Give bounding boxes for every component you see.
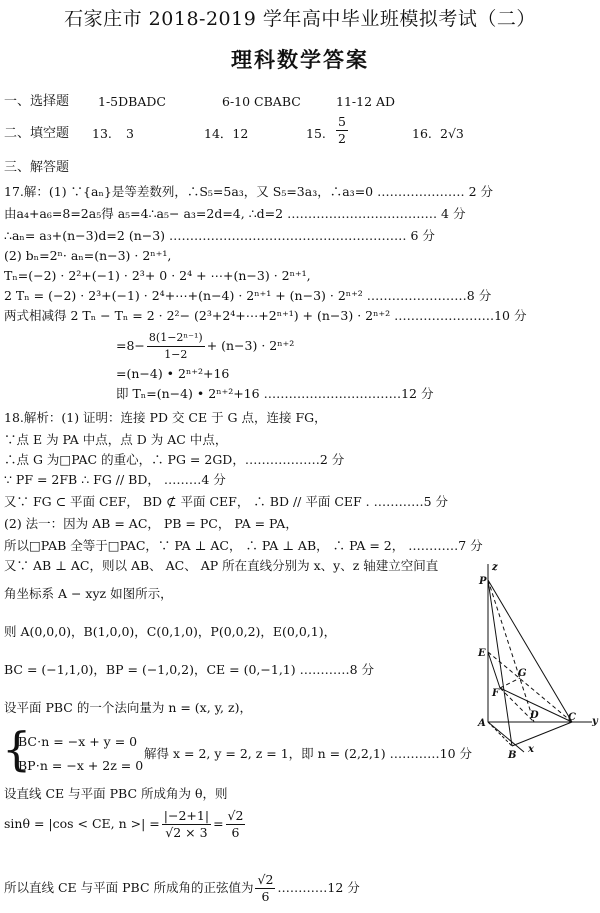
final-answer bbox=[4, 872, 360, 905]
p18-line: (2) 法一：因为 AB = AC， PB = PC， PA = PA， bbox=[4, 516, 298, 531]
answers-6-10: 6-10 CBABC bbox=[222, 94, 301, 109]
final-post: …………12 分 bbox=[277, 880, 360, 895]
sin-equation bbox=[4, 808, 247, 841]
p18-line: 则 A(0,0,0)，B(1,0,0)，C(0,1,0)，P(0,0,2)，E(0,0,1)， bbox=[4, 624, 337, 639]
sin-den-2: 6 bbox=[231, 825, 240, 840]
q15-label: 15. bbox=[306, 126, 326, 141]
segment-fd bbox=[500, 688, 534, 722]
label-e: E bbox=[478, 648, 486, 659]
section-fill-label: 二、填空题 bbox=[4, 126, 70, 141]
answers-1-5: 1-5DBADC bbox=[98, 94, 166, 109]
section-solve-label: 三、解答题 bbox=[4, 160, 70, 175]
q15-den: 2 bbox=[338, 131, 346, 146]
eq1-den: 1−2 bbox=[164, 348, 188, 361]
label-g: G bbox=[518, 668, 527, 679]
sin-den-1: √2 × 3 bbox=[165, 825, 208, 840]
label-b: B bbox=[508, 750, 517, 760]
p17-eq2: =(n−4) • 2ⁿ⁺²+16 bbox=[116, 366, 230, 381]
pyramid-figure bbox=[470, 560, 600, 760]
p18-line: ∴点 G 为□PAC 的重心，∴ PG = 2GD，………………2 分 bbox=[4, 452, 345, 467]
p17-line: Tₙ=(−2) · 2²+(−1) · 2³+ 0 · 2⁴ + ⋯+(n−3) · 2ⁿ⁺¹, bbox=[4, 268, 311, 283]
p18-line: 18.解析：(1) 证明：连接 PD 交 CE 于 G 点，连接 FG， bbox=[4, 410, 327, 425]
label-a: A bbox=[478, 718, 486, 729]
p18-line: 所以□PAB 全等于□PAC，∵ PA ⊥ AC， ∴ PA ⊥ AB， ∴ PA = 2， …………7 分 bbox=[4, 538, 483, 553]
p18-line: 设平面 PBC 的一个法向量为 n = (x, y, z)， bbox=[4, 700, 252, 715]
q16-label: 16. bbox=[412, 126, 432, 141]
p17-line: ∴aₙ= a₃+(n−3)d=2 (n−3) ………………………………………………… 6 分 bbox=[4, 228, 435, 243]
p18-line: ∵ PF = 2FB ∴ FG // BD， ………4 分 bbox=[4, 472, 226, 487]
p17-line: 由a₄+a₆=8=2a₅得 a₅=4∴a₅− a₃=2d=4, ∴d=2 ……………………………… 4 分 bbox=[4, 206, 466, 221]
q15-answer bbox=[334, 114, 350, 147]
label-z: z bbox=[492, 562, 498, 573]
eq1-num: 8(1−2ⁿ⁻¹) bbox=[147, 330, 205, 347]
q16-answer: 2√3 bbox=[440, 126, 464, 141]
p17-eq1 bbox=[116, 330, 294, 363]
sin-num-2: √2 bbox=[227, 808, 244, 823]
sin-pre: sinθ = |cos < CE, n >| = bbox=[4, 816, 160, 831]
label-d: D bbox=[530, 710, 539, 721]
label-f: F bbox=[492, 688, 500, 699]
section-choice-label: 一、选择题 bbox=[4, 94, 70, 109]
x-axis bbox=[488, 722, 524, 752]
edge-bc bbox=[512, 722, 572, 746]
p17-line: (2) bₙ=2ⁿ· aₙ=(n−3) · 2ⁿ⁺¹, bbox=[4, 248, 172, 263]
p18-line: 又∵ FG ⊂ 平面 CEF， BD ⊄ 平面 CEF， ∴ BD // 平面 CEF . …………5 分 bbox=[4, 494, 449, 509]
page-title: 石家庄市 2018-2019 学年高中毕业班模拟考试（二） bbox=[64, 8, 536, 30]
sin-eq: = bbox=[213, 816, 224, 831]
eq1-post: + (n−3) · 2ⁿ⁺² bbox=[206, 338, 295, 353]
p17-line: 17.解：(1) ∵{aₙ}是等差数列，∴S₅=5a₃，又 S₅=3a₃，∴a₃=0 ………………… 2 分 bbox=[4, 184, 493, 199]
system-brace: { bbox=[2, 722, 32, 776]
edge-pc bbox=[488, 580, 572, 722]
system-eq-2: BP⋅n = −x + 2z = 0 bbox=[18, 758, 144, 773]
q15-num: 5 bbox=[338, 114, 346, 129]
label-c: C bbox=[568, 712, 576, 723]
label-x: x bbox=[528, 744, 534, 755]
p18-line: BC = (−1,1,0)，BP = (−1,0,2)，CE = (0,−1,1) …………8 分 bbox=[4, 662, 375, 677]
q13-label: 13. bbox=[92, 126, 112, 141]
p17-line: 两式相减得 2 Tₙ − Tₙ = 2 · 2²− (2³+2⁴+⋯+2ⁿ⁺¹) + (n−3) · 2ⁿ⁺² ……………………10 分 bbox=[4, 308, 527, 323]
p17-line: 2 Tₙ = (−2) · 2³+(−1) · 2⁴+⋯+(n−4) · 2ⁿ⁺¹ + (n−3) · 2ⁿ⁺² ……………………8 分 bbox=[4, 288, 492, 303]
p18-line: ∵点 E 为 PA 中点，点 D 为 AC 中点， bbox=[4, 432, 228, 447]
p17-eq3: 即 Tₙ=(n−4) • 2ⁿ⁺²+16 ……………………………12 分 bbox=[116, 386, 434, 401]
label-p: P bbox=[479, 576, 487, 587]
p18-line: 角坐标系 A − xyz 如图所示， bbox=[4, 586, 173, 601]
answers-11-12: 11-12 AD bbox=[336, 94, 396, 109]
final-den: 6 bbox=[261, 889, 270, 904]
sin-num-1: |−2+1| bbox=[163, 808, 210, 823]
final-num: √2 bbox=[257, 872, 274, 887]
eq1-pre: =8− bbox=[116, 338, 145, 353]
q13-answer: 3 bbox=[126, 126, 134, 141]
system-eq-1: BC⋅n = −x + y = 0 bbox=[18, 734, 138, 749]
angle-line: 设直线 CE 与平面 PBC 所成角为 θ，则 bbox=[4, 786, 228, 801]
label-y: y bbox=[592, 716, 598, 727]
p18-line: 又∵ AB ⊥ AC，则以 AB、 AC、 AP 所在直线分别为 x、y、z 轴建立空间直 bbox=[4, 558, 439, 573]
q14: 14．12 bbox=[204, 126, 249, 141]
edge-ab bbox=[488, 722, 512, 746]
system-result: 解得 x = 2, y = 2, z = 1，即 n = (2,2,1) …………10 分 bbox=[144, 746, 473, 761]
page-subtitle: 理科数学答案 bbox=[231, 47, 369, 72]
final-pre: 所以直线 CE 与平面 PBC 所成角的正弦值为 bbox=[4, 880, 254, 895]
